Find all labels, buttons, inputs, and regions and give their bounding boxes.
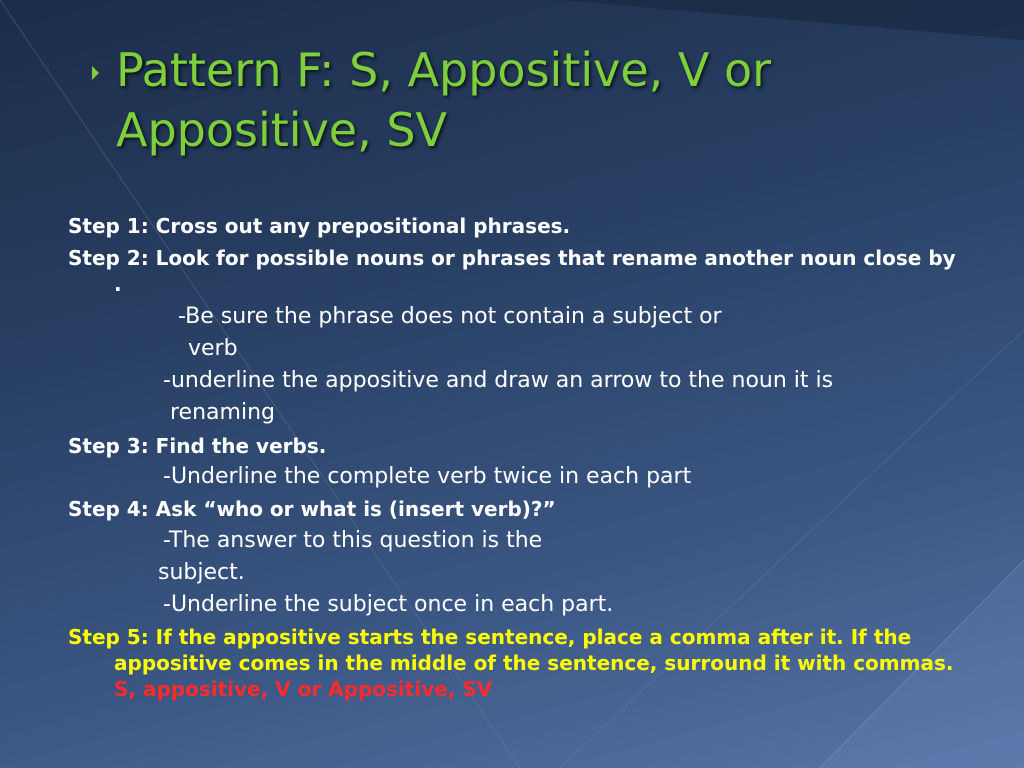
step-2-note-2b: renaming (170, 400, 275, 425)
title-line-2: Appositive, SV (116, 103, 448, 157)
slide-body (68, 213, 968, 702)
step-4-note-2: -Underline the subject once in each part. (163, 592, 614, 617)
step-3: Step 3: Find the verbs. (68, 434, 327, 458)
step-4: Step 4: Ask “who or what is (insert verb)?” (68, 497, 556, 521)
step-2: Step 2: Look for possible nouns or phrases that rename another noun close by . (68, 246, 956, 296)
title-line-1: Pattern F: S, Appositive, V or (116, 43, 772, 97)
title-bullet-icon (92, 66, 99, 80)
step-1: Step 1: Cross out any prepositional phrases. (68, 214, 571, 238)
step-4-note-1a: -The answer to this question is the (163, 528, 543, 553)
step-2-note-1b: verb (188, 336, 238, 361)
step-5-pattern: S, appositive, V or Appositive, SV (114, 677, 493, 701)
step-3-note: -Underline the complete verb twice in each part (163, 464, 692, 489)
step-4-note-1b: subject. (158, 560, 245, 585)
slide-title (116, 40, 996, 160)
step-2-note-1a: -Be sure the phrase does not contain a subject or (178, 304, 722, 329)
step-5 (68, 624, 968, 702)
step-5-text: Step 5: If the appositive starts the sentence, place a comma after it. If the appositive comes in the middle of the sentence, surround it with commas. (68, 625, 954, 675)
top-band-shape (0, 0, 1024, 40)
step-2-note-2a: -underline the appositive and draw an arrow to the noun it is (163, 368, 834, 393)
